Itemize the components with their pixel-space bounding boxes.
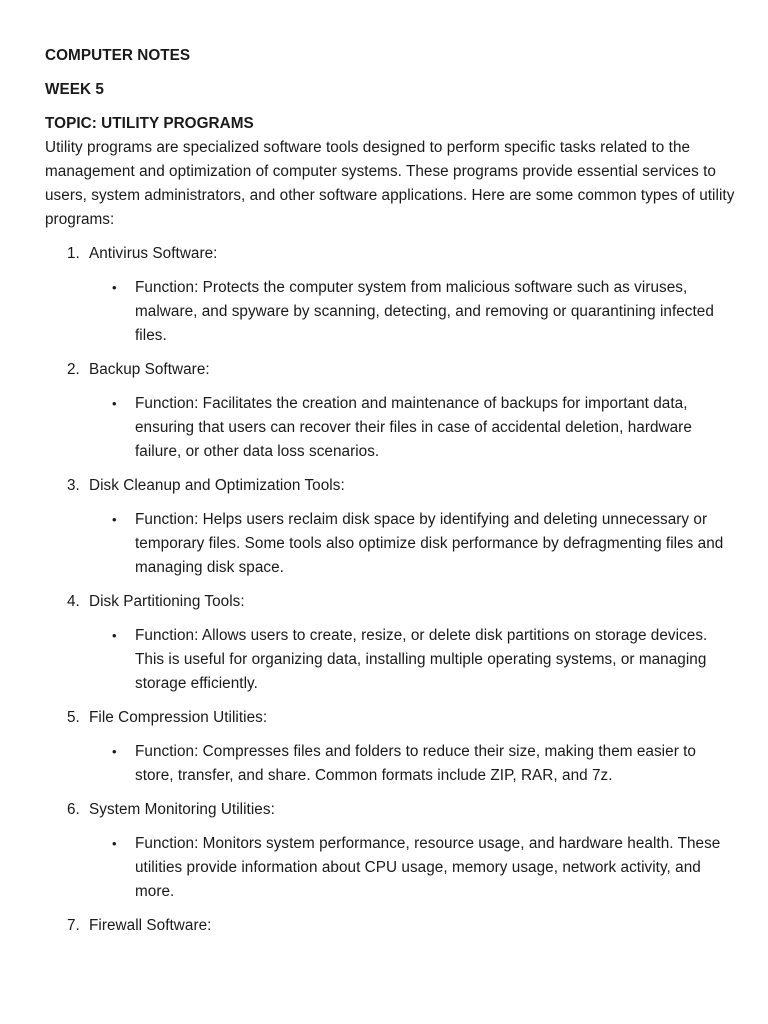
list-item-file-compression — [45, 706, 735, 788]
description-text: Function: Helps users reclaim disk space by identifying and deleting unnecessary or temporary files. Some tools also optimize disk performance by defragmenting files and managing disk space. — [135, 511, 724, 576]
list-item-heading — [45, 242, 735, 266]
description-text: Function: Compresses files and folders to reduce their size, making them easier to store, transfer, and share. Common formats include ZIP, RAR, and 7z. — [135, 743, 696, 784]
utility-types-list — [45, 242, 735, 938]
list-item-heading — [45, 798, 735, 822]
bullet-icon: • — [112, 512, 117, 527]
list-item-label: File Compression Utilities: — [89, 709, 268, 726]
description-text: Function: Monitors system performance, resource usage, and hardware health. These utilities provide information about CPU usage, memory usage, network activity, and more. — [135, 835, 721, 900]
list-item-number: 3. — [67, 477, 80, 494]
description-text: Function: Allows users to create, resize, or delete disk partitions on storage devices. This is useful for organizing data, installing multiple operating systems, or managing storage efficiently. — [135, 627, 708, 692]
list-item-backup — [45, 358, 735, 464]
notes-title: COMPUTER NOTES — [45, 47, 191, 64]
list-item-label: Disk Cleanup and Optimization Tools: — [89, 477, 345, 494]
week-label: WEEK 5 — [45, 81, 104, 98]
intro-paragraph: Utility programs are specialized software tools designed to perform specific tasks related to the management and optimization of computer systems. These programs provide essential services to users, system administrators, and other software applications. Here are some common types of utility programs: — [45, 139, 735, 228]
list-item-number: 4. — [67, 593, 80, 610]
list-item-number: 1. — [67, 245, 80, 262]
bullet-icon: • — [112, 628, 117, 643]
list-item-label: Disk Partitioning Tools: — [89, 593, 245, 610]
list-item-heading — [45, 474, 735, 498]
list-item-number: 5. — [67, 709, 80, 726]
bullet-icon: • — [112, 744, 117, 759]
list-item-number: 2. — [67, 361, 80, 378]
bullet-icon: • — [112, 836, 117, 851]
list-item-number: 7. — [67, 917, 80, 934]
list-item-description — [45, 508, 735, 580]
list-item-label: Antivirus Software: — [89, 245, 218, 262]
list-item-number: 6. — [67, 801, 80, 818]
list-item-label: Backup Software: — [89, 361, 210, 378]
document-body — [45, 44, 735, 948]
list-item-description — [45, 832, 735, 904]
list-item-firewall — [45, 914, 735, 938]
description-text: Function: Facilitates the creation and maintenance of backups for important data, ensuring that users can recover their files in case of accidental deletion, hardware failure, or other data loss scenarios. — [135, 395, 692, 460]
list-item-heading — [45, 706, 735, 730]
list-item-label: System Monitoring Utilities: — [89, 801, 275, 818]
list-item-antivirus — [45, 242, 735, 348]
list-item-disk-partitioning — [45, 590, 735, 696]
list-item-heading — [45, 358, 735, 382]
list-item-description — [45, 276, 735, 348]
list-item-system-monitoring — [45, 798, 735, 904]
topic-heading: TOPIC: UTILITY PROGRAMS — [45, 115, 254, 132]
description-text: Function: Protects the computer system from malicious software such as viruses, malware, and spyware by scanning, detecting, and removing or quarantining infected files. — [135, 279, 714, 344]
bullet-icon: • — [112, 280, 117, 295]
list-item-label: Firewall Software: — [89, 917, 212, 934]
list-item-disk-cleanup — [45, 474, 735, 580]
list-item-heading — [45, 914, 735, 938]
list-item-heading — [45, 590, 735, 614]
list-item-description — [45, 624, 735, 696]
list-item-description — [45, 392, 735, 464]
bullet-icon: • — [112, 396, 117, 411]
list-item-description — [45, 740, 735, 788]
